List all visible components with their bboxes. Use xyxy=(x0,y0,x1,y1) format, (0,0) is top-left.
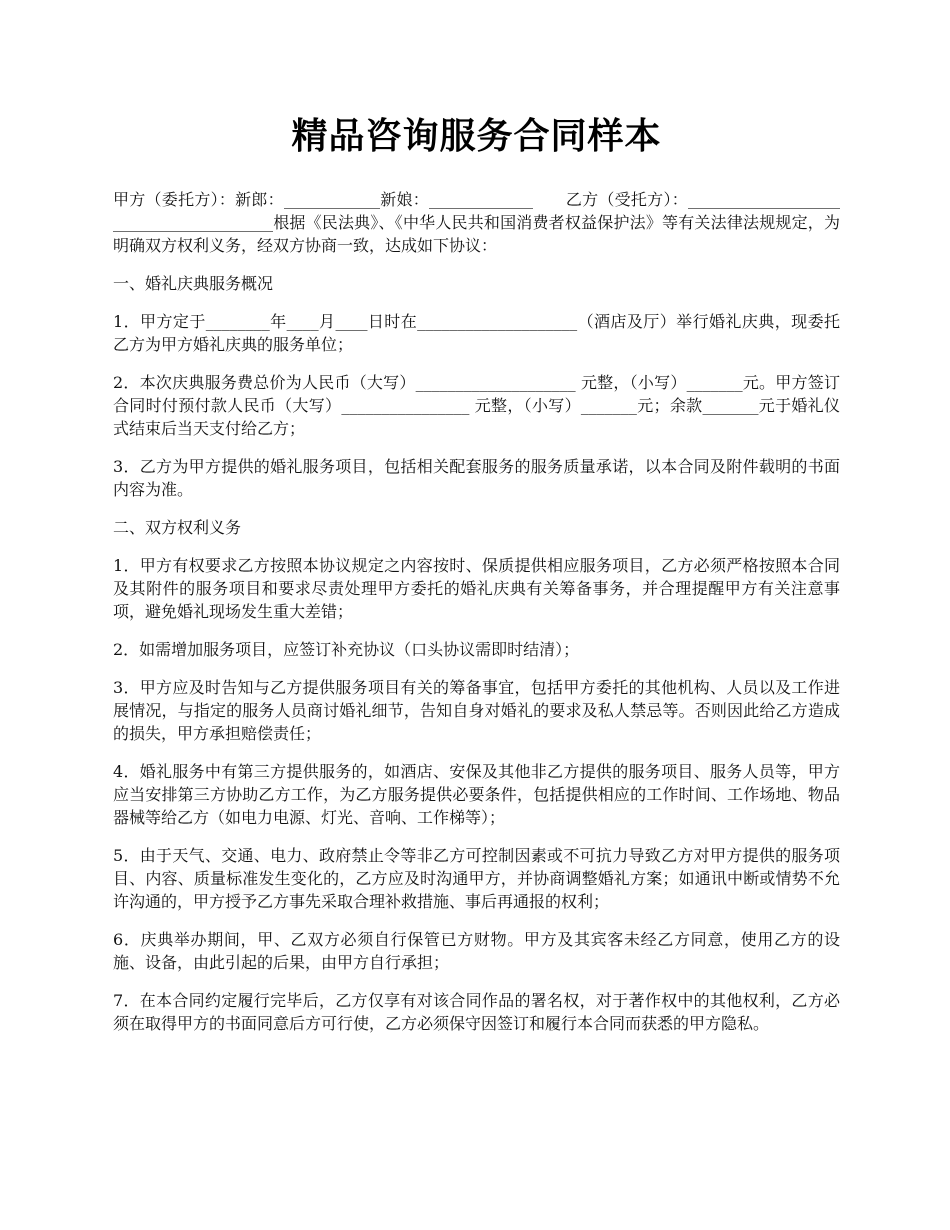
section-2-item-6: 6．庆典举办期间，甲、乙双方必须自行保管已方财物。甲方及其宾客未经乙方同意，使用乙方的设施、设备，由此引起的后果，由甲方自行承担； xyxy=(113,930,840,972)
section-2-item-4: 4．婚礼服务中有第三方提供服务的，如酒店、安保及其他非乙方提供的服务项目、服务人员等，甲方应当安排第三方协助乙方工作，为乙方服务提供必要条件，包括提供相应的工作时间、工作场地、物品器械等给乙方（如电力电源、灯光、音响、工作梯等）； xyxy=(113,762,840,827)
document-title: 精品咨询服务合同样本 xyxy=(291,115,662,157)
section-2-item-7: 7．在本合同约定履行完毕后，乙方仅享有对该合同作品的署名权，对于著作权中的其他权利，乙方必须在取得甲方的书面同意后方可行使，乙方必须保守因签订和履行本合同而获悉的甲方隐私。 xyxy=(113,991,840,1033)
section-1-item-2: 2．本次庆典服务费总价为人民币（大写）____________________ 元整，（小写）_______元。甲方签订合同时付预付款人民币（大写）________________ 元整，（小写）_______元；余款_______元于婚礼仪式结束后当天支付给乙方； xyxy=(113,373,840,438)
section-2-item-5: 5．由于天气、交通、电力、政府禁止令等非乙方可控制因素或不可抗力导致乙方对甲方提供的服务项目、内容、质量标准发生变化的，乙方应及时沟通甲方，并协商调整婚礼方案；如通讯中断或情势不允许沟通的，甲方授予乙方事先采取合理补救措施、事后再通报的权利； xyxy=(113,846,840,911)
section-2-heading: 二、双方权利义务 xyxy=(113,518,242,537)
section-2-item-1: 1．甲方有权要求乙方按照本协议规定之内容按时、保质提供相应服务项目，乙方必须严格按照本合同及其附件的服务项目和要求尽责处理甲方委托的婚礼庆典有关筹备事务，并合理提醒甲方有关注意事项，避免婚礼现场发生重大差错； xyxy=(113,556,840,621)
section-2-item-3: 3．甲方应及时告知与乙方提供服务项目有关的筹备事宜，包括甲方委托的其他机构、人员以及工作进展情况，与指定的服务人员商讨婚礼细节，告知自身对婚礼的要求及私人禁忌等。否则因此给乙方造成的损失，甲方承担赔偿责任； xyxy=(113,678,840,743)
section-1-item-3: 3．乙方为甲方提供的婚礼服务项目，包括相关配套服务的服务质量承诺，以本合同及附件载明的书面内容为准。 xyxy=(113,457,840,499)
contract-intro: 甲方（委托方）：新郎：____________新娘：_____________ 乙方（受托方）：_______________________________________根据《民法典》、《中华人民共和国消费者权益保护法》等有关法律法规规定，为明确双方权利义务，经双方协商一致，达成如下协议： xyxy=(113,190,840,255)
document-page xyxy=(113,0,840,1035)
section-2-item-2: 2．如需增加服务项目，应签订补充协议（口头协议需即时结清）； xyxy=(113,640,580,659)
section-1-item-1: 1．甲方定于________年____月____日时在____________________（酒店及厅）举行婚礼庆典，现委托乙方为甲方婚礼庆典的服务单位； xyxy=(113,312,840,354)
section-1-heading: 一、婚礼庆典服务概况 xyxy=(113,274,274,293)
